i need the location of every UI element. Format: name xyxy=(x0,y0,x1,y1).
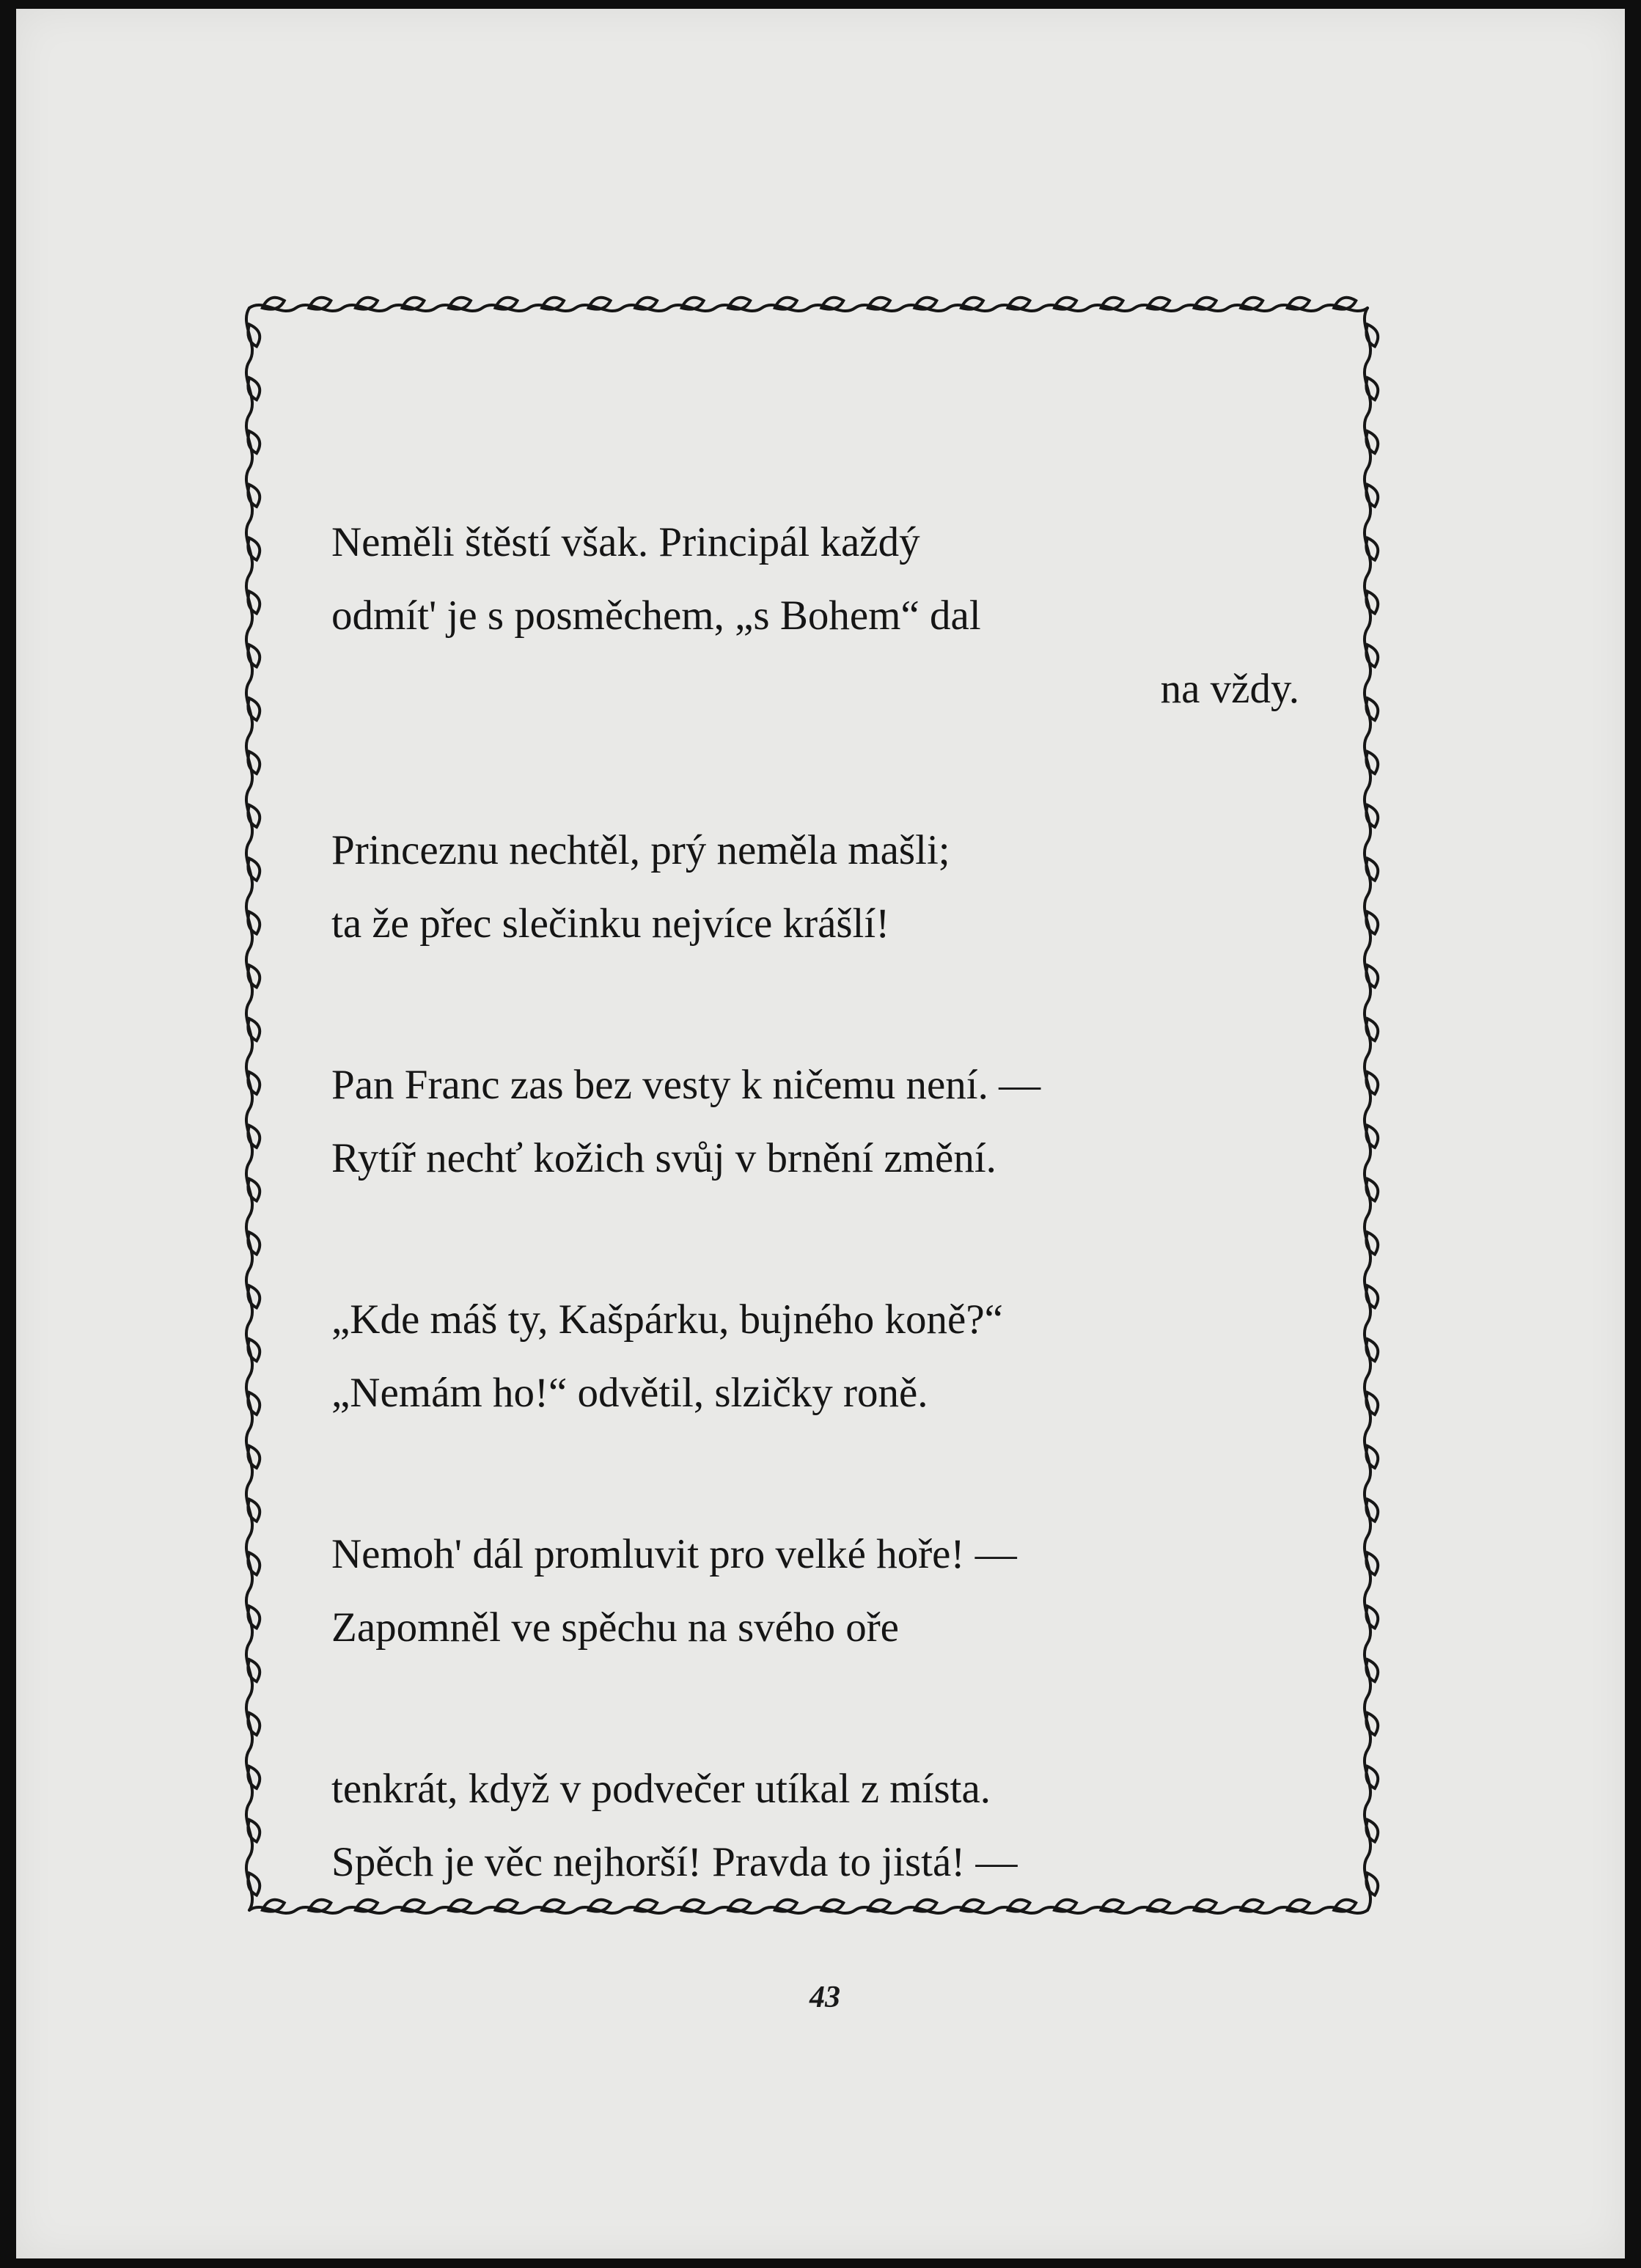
poem xyxy=(331,506,1299,1987)
poem-line: Pan Franc zas bez vesty k ničemu není. — xyxy=(331,1062,1041,1108)
stanza-2 xyxy=(331,814,1299,961)
poem-line: Zapomněl ve spěchu na svého oře xyxy=(331,1604,899,1651)
stanza-3 xyxy=(331,1049,1299,1195)
stanza-6 xyxy=(331,1753,1299,1899)
poem-line: Nemoh' dál promluvit pro velké hoře! — xyxy=(331,1531,1017,1577)
poem-line: Spěch je věc nejhorší! Pravda to jistá! — xyxy=(331,1839,1018,1885)
stanza-1 xyxy=(331,506,1299,726)
stanza-4 xyxy=(331,1283,1299,1430)
poem-line: Neměli štěstí však. Principál každý xyxy=(331,519,920,565)
page-number: 43 xyxy=(810,1981,840,2014)
poem-line: Rytíř nechť kožich svůj v brnění změní. xyxy=(331,1135,996,1181)
poem-line: odmít' je s posměchem, „s Bohem“ dal xyxy=(331,592,981,639)
poem-line: Princeznu nechtěl, prý neměla mašli; xyxy=(331,827,950,873)
poem-line: tenkrát, když v podvečer utíkal z místa. xyxy=(331,1766,991,1812)
poem-line: „Kde máš ty, Kašpárku, bujného koně?“ xyxy=(331,1296,1003,1343)
poem-line: ta že přec slečinku nejvíce krášlí! xyxy=(331,900,890,947)
poem-line: na vždy. xyxy=(1160,666,1299,712)
poem-line: „Nemám ho!“ odvětil, slzičky roně. xyxy=(331,1370,928,1416)
stanza-5 xyxy=(331,1518,1299,1665)
